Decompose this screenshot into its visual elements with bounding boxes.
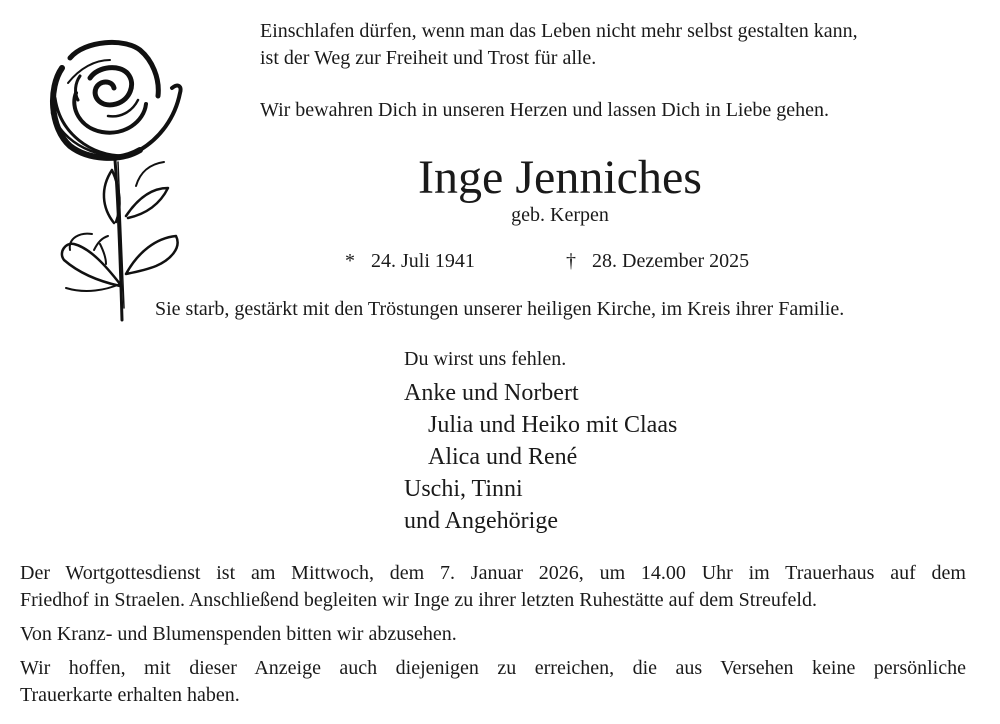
- mourner-line: Alica und René: [428, 444, 578, 470]
- death-statement: Sie starb, gestärkt mit den Tröstungen unserer heiligen Kirche, im Kreis ihrer Familie.: [155, 298, 845, 320]
- birth-name: geb. Kerpen: [511, 204, 609, 226]
- birth-symbol: *: [345, 250, 355, 272]
- deceased-name: Inge Jenniches: [418, 151, 702, 204]
- reach-line-2: Trauerkarte erhalten haben.: [20, 684, 240, 706]
- reach-line-1: Wir hoffen, mit dieser Anzeige auch diejenigen zu erreichen, die aus Versehen keine persönliche: [20, 657, 966, 679]
- birth-date: 24. Juli 1941: [371, 250, 475, 272]
- death-date: 28. Dezember 2025: [592, 250, 750, 272]
- mourner-line: Julia und Heiko mit Claas: [428, 412, 678, 438]
- service-line-1: Der Wortgottesdienst ist am Mittwoch, dem 7. Januar 2026, um 14.00 Uhr im Trauerhaus auf dem: [20, 562, 966, 584]
- death-symbol: †: [566, 250, 576, 272]
- mourner-line: und Angehörige: [404, 508, 558, 534]
- mourners-intro: Du wirst uns fehlen.: [404, 348, 567, 370]
- quote-line-3: Wir bewahren Dich in unseren Herzen und lassen Dich in Liebe gehen.: [260, 99, 829, 121]
- mourner-line: Anke und Norbert: [404, 380, 579, 406]
- flowers-note: Von Kranz- und Blumenspenden bitten wir abzusehen.: [20, 623, 457, 645]
- quote-line-2: ist der Weg zur Freiheit und Trost für alle.: [260, 47, 597, 69]
- quote-line-1: Einschlafen dürfen, wenn man das Leben nicht mehr selbst gestalten kann,: [260, 20, 858, 42]
- service-line-2: Friedhof in Straelen. Anschließend begleiten wir Inge zu ihrer letzten Ruhestätte auf dem Streufeld.: [20, 589, 817, 611]
- mourner-line: Uschi, Tinni: [404, 476, 523, 502]
